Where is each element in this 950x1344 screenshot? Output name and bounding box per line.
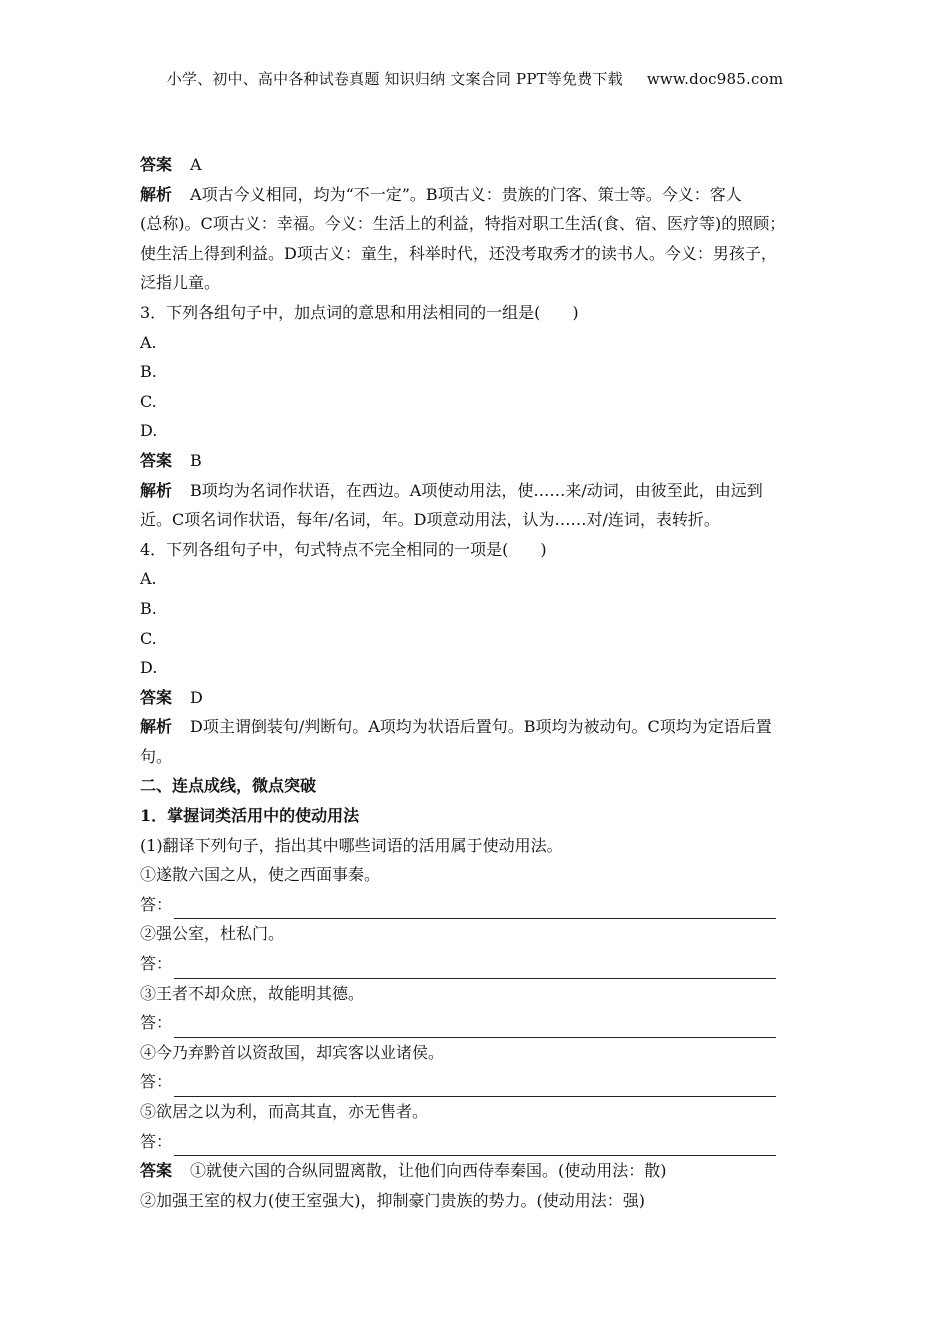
line-text: ③王者不却众庶，故能明其德。 (140, 983, 365, 1003)
line-text: ①遂散六国之从，使之西面事秦。 (140, 865, 381, 885)
line-text: B (190, 450, 202, 470)
labeled-line (140, 150, 820, 180)
text-line (140, 298, 820, 328)
line-text: D. (140, 421, 158, 441)
answer-blank-row (140, 949, 820, 979)
answer-blank-row (140, 1008, 820, 1038)
text-line (140, 357, 820, 387)
answer-blank-row (140, 890, 820, 920)
line-text: D项主谓倒装句/判断句。A项均为状语后置句。B项均为被动句。C项均为定语后置 (190, 717, 772, 737)
text-line (140, 416, 820, 446)
line-text: D. (140, 658, 158, 678)
document-body (140, 150, 820, 1215)
answer-prefix: 答： (140, 1013, 173, 1033)
text-line (140, 564, 820, 594)
answer-blank-line[interactable] (174, 1078, 776, 1097)
text-line (140, 860, 820, 890)
line-text: D (190, 687, 203, 707)
line-text: (1)翻译下列句子，指出其中哪些词语的活用属于使动用法。 (140, 835, 563, 855)
line-text: A. (140, 569, 157, 589)
line-text: C. (140, 391, 157, 411)
header-text: 小学、初中、高中各种试卷真题 知识归纳 文案合同 PPT等免费下载 (166, 70, 623, 88)
line-label: 答案 (140, 450, 173, 470)
answer-blank-line[interactable] (174, 960, 776, 979)
line-text: A项古今义相同，均为“不一定”。B项古义：贵族的门客、策士等。今义：客人 (190, 184, 742, 204)
text-line (140, 535, 820, 565)
line-text: (总称)。C项古义：幸福。今义：生活上的利益，特指对职工生活(食、宿、医疗等)的照顾； (140, 214, 786, 234)
line-text: A (190, 155, 202, 174)
line-text: 4．下列各组句子中，句式特点不完全相同的一项是( ) (140, 539, 547, 559)
answer-blank-line[interactable] (174, 1137, 776, 1156)
labeled-line (140, 180, 820, 210)
line-text: ①就使六国的合纵同盟离散，让他们向西侍奉秦国。(使动用法：散) (190, 1161, 667, 1181)
line-text: 句。 (140, 746, 173, 766)
answer-prefix: 答： (140, 954, 173, 974)
answer-blank-line[interactable] (174, 900, 776, 919)
answer-prefix: 答： (140, 1072, 173, 1092)
section-heading (140, 801, 820, 831)
text-line (140, 1038, 820, 1068)
section-heading (140, 771, 820, 801)
line-text: 二、连点成线，微点突破 (140, 776, 317, 796)
line-text: 3．下列各组句子中，加点词的意思和用法相同的一组是( ) (140, 302, 579, 322)
text-line (140, 1097, 820, 1127)
line-text: ⑤欲居之以为利，而高其直，亦无售者。 (140, 1102, 429, 1121)
text-line (140, 919, 820, 949)
text-line (140, 653, 820, 683)
page-header (0, 68, 950, 89)
labeled-line (140, 683, 820, 713)
text-line (140, 831, 820, 861)
labeled-line (140, 476, 820, 506)
line-text: A. (140, 332, 157, 352)
text-line (140, 594, 820, 624)
line-text: C. (140, 628, 157, 648)
line-label: 答案 (140, 155, 173, 174)
labeled-line (140, 1156, 820, 1186)
line-text: B. (140, 362, 157, 382)
line-label: 答案 (140, 687, 173, 707)
text-line (140, 979, 820, 1009)
text-line (140, 505, 820, 535)
labeled-line (140, 712, 820, 742)
labeled-line (140, 446, 820, 476)
line-text: B. (140, 598, 157, 618)
answer-prefix: 答： (140, 894, 173, 914)
line-text: 1．掌握词类活用中的使动用法 (140, 806, 360, 826)
answer-blank-row (140, 1127, 820, 1157)
text-line (140, 1186, 820, 1216)
text-line (140, 742, 820, 772)
line-label: 解析 (140, 480, 173, 500)
line-text: 近。C项名词作状语，每年/名词，年。D项意动用法，认为……对/连词，表转折。 (140, 510, 720, 530)
text-line (140, 387, 820, 417)
line-label: 解析 (140, 184, 173, 204)
text-line (140, 209, 820, 239)
answer-prefix: 答： (140, 1131, 173, 1151)
line-text: 泛指儿童。 (140, 273, 221, 293)
line-label: 答案 (140, 1161, 173, 1181)
line-label: 解析 (140, 717, 173, 737)
line-text: B项均为名词作状语，在西边。A项使动用法，使……来/动词，由彼至此，由远到 (190, 480, 763, 500)
header-site: www.doc985.com (646, 70, 784, 88)
line-text: ④今乃弃黔首以资敌国，却宾客以业诸侯。 (140, 1042, 445, 1062)
text-line (140, 268, 820, 298)
line-text: 使生活上得到利益。D项古义：童生，科举时代，还没考取秀才的读书人。今义：男孩子， (140, 243, 777, 263)
line-text: ②强公室，杜私门。 (140, 924, 285, 944)
text-line (140, 328, 820, 358)
text-line (140, 239, 820, 269)
line-text: ②加强王室的权力(使王室强大)，抑制豪门贵族的势力。(使动用法：强) (140, 1190, 645, 1210)
text-line (140, 624, 820, 654)
answer-blank-line[interactable] (174, 1019, 776, 1038)
answer-blank-row (140, 1067, 820, 1097)
